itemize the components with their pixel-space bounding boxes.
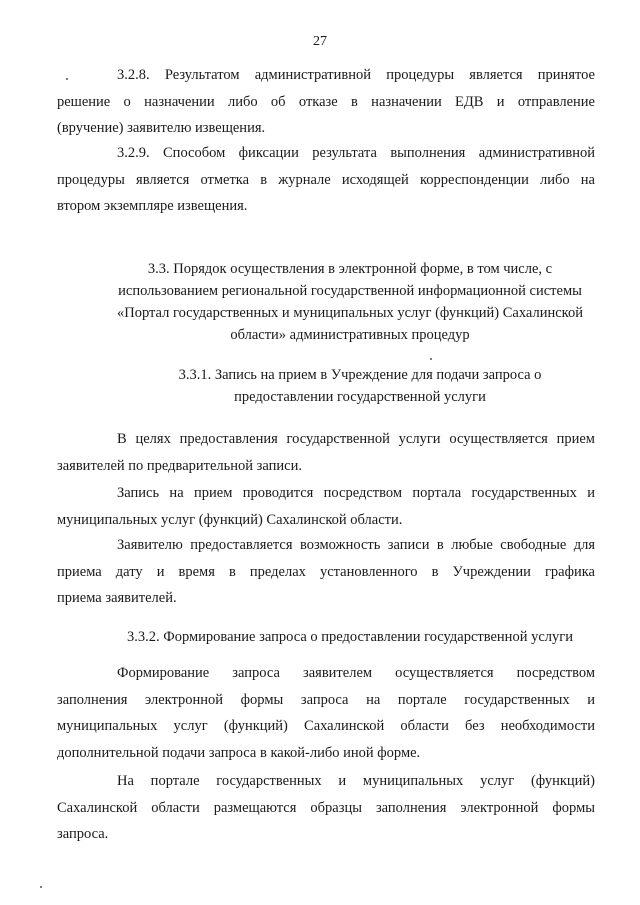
- paragraph-line: муниципальных услуг (функций) Сахалинской области.: [57, 511, 403, 528]
- paragraph-line: приема заявителей.: [57, 590, 177, 606]
- paragraph-3-2-8: [57, 62, 595, 142]
- paragraph-line: процедуры является отметка в журнале исходящей корреспонденции либо на: [57, 171, 595, 188]
- section-heading-3-3: [80, 258, 620, 346]
- paragraph-line: запроса.: [57, 826, 109, 842]
- paragraph-3-2-9: [57, 140, 595, 220]
- paragraph-appointment-intro: [57, 426, 595, 479]
- page-number: 27: [313, 34, 327, 49]
- paragraph-line: заполнения электронной формы запроса на портале государственных и: [57, 691, 595, 708]
- scan-speck: [40, 886, 42, 888]
- heading-line: 3.3.2. Формирование запроса о предоставлении государственной услуги: [127, 629, 573, 645]
- paragraph-appointment-portal: [57, 480, 595, 533]
- paragraph-line: Формирование запроса заявителем осуществляется посредством: [117, 665, 595, 681]
- paragraph-request-form: [57, 660, 595, 766]
- section-heading-3-3-1: [150, 364, 570, 408]
- scan-speck: [430, 358, 432, 360]
- paragraph-appointment-time: [57, 532, 595, 612]
- scan-speck: [66, 78, 68, 80]
- heading-line: использованием региональной государственной информационной системы: [118, 283, 582, 299]
- heading-line: 3.3.1. Запись на прием в Учреждение для подачи запроса о: [178, 367, 542, 383]
- heading-line: предоставлении государственной услуги: [234, 389, 486, 405]
- paragraph-line: Заявителю предоставляется возможность записи в любые свободные для: [117, 537, 595, 553]
- paragraph-line: 3.2.8. Результатом административной процедуры является принятое: [117, 67, 595, 83]
- heading-line: области» административных процедур: [230, 327, 470, 343]
- paragraph-form-samples: [57, 768, 595, 848]
- paragraph-line: Запись на прием проводится посредством портала государственных и: [117, 485, 595, 501]
- section-heading-3-3-2: [100, 626, 600, 648]
- paragraph-line: муниципальных услуг (функций) Сахалинской области без необходимости: [57, 718, 595, 734]
- paragraph-line: Сахалинской области размещаются образцы заполнения электронной формы: [57, 799, 595, 816]
- paragraph-line: На портале государственных и муниципальных услуг (функций): [117, 773, 595, 789]
- paragraph-line: приема дату и время в пределах установленного в Учреждении графика: [57, 563, 595, 580]
- paragraph-line: решение о назначении либо об отказе в назначении ЕДВ и отправление: [57, 93, 595, 110]
- heading-line: 3.3. Порядок осуществления в электронной форме, в том числе, с: [147, 261, 553, 277]
- paragraph-line: В целях предоставления государственной услуги осуществляется прием: [117, 431, 595, 447]
- paragraph-line: 3.2.9. Способом фиксации результата выполнения административной: [117, 145, 595, 161]
- paragraph-line: втором экземпляре извещения.: [57, 198, 248, 214]
- paragraph-line: заявителей по предварительной записи.: [57, 457, 302, 474]
- paragraph-line: (вручение) заявителю извещения.: [57, 120, 266, 136]
- paragraph-line: дополнительной подачи запроса в какой-либо иной форме.: [57, 744, 421, 761]
- heading-line: «Портал государственных и муниципальных услуг (функций) Сахалинской: [117, 305, 583, 321]
